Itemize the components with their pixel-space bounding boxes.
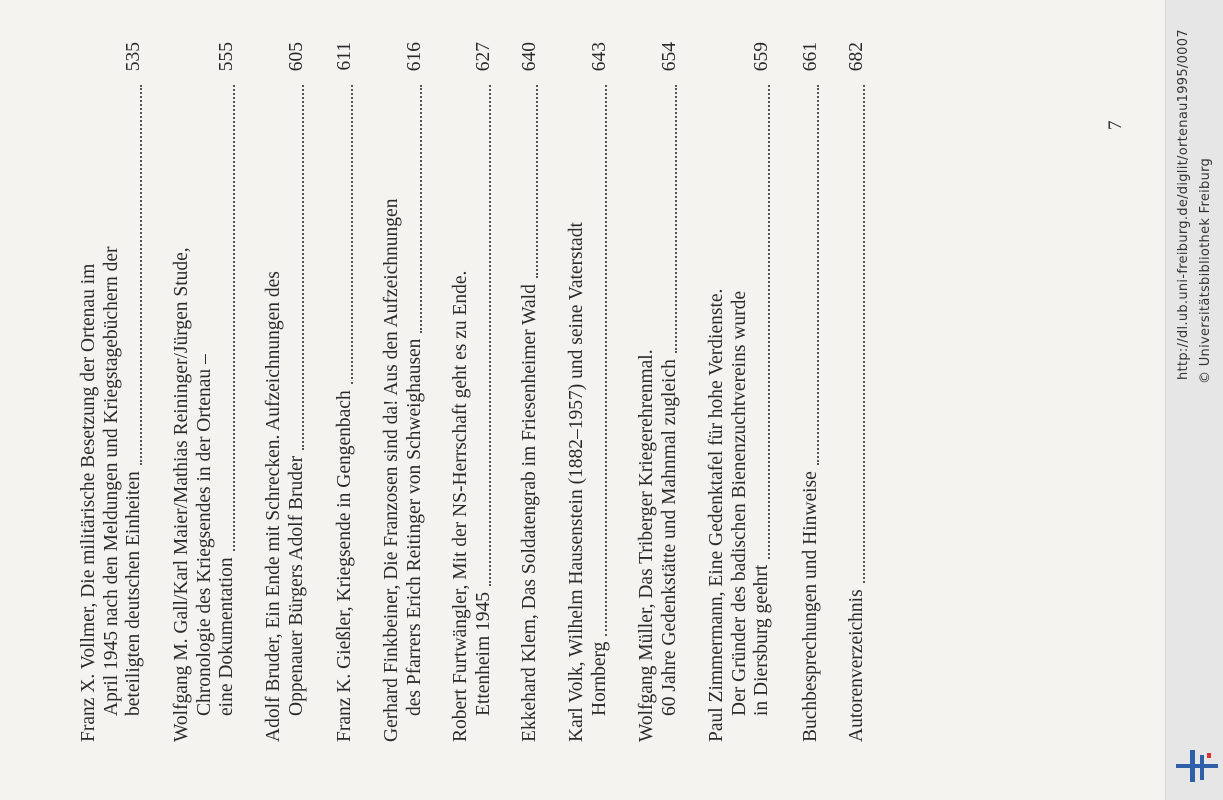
toc-entry[interactable]	[171, 42, 239, 742]
leader-dots	[126, 85, 142, 465]
ub-freiburg-logo-icon	[1176, 750, 1218, 782]
toc-entry-line: Buchbesprechungen und Hinweise	[800, 471, 821, 742]
toc-entry-line: eine Dokumentation	[216, 557, 237, 716]
toc-entry-line: Autorenverzeichnis	[846, 589, 867, 742]
page-number: 535	[123, 42, 144, 72]
toc-entry-line: Adolf Bruder, Ein Ende mit Schrecken. Aufzeichnungen des	[263, 271, 284, 742]
page-number: 640	[519, 42, 540, 72]
copyright-notice: © Universitätsbibliothek Freiburg	[1198, 157, 1213, 384]
page-number: 661	[800, 42, 821, 72]
page-folio: 7	[1105, 120, 1126, 130]
toc-entry-line: Hornberg	[588, 641, 610, 716]
toc-entry-line: in Diersburg geehrt	[751, 564, 772, 716]
toc-entry-line: April 1945 nach den Meldungen und Kriegstagebüchern der	[100, 246, 122, 716]
toc-entry[interactable]	[706, 42, 774, 742]
leader-dots	[475, 85, 491, 586]
page-number: 605	[285, 42, 307, 72]
toc-entry-line: Oppenauer Bürgers Adolf Bruder	[285, 455, 307, 716]
toc-entry[interactable]	[800, 42, 823, 742]
toc-entry-line: Ekkehard Klem, Das Soldatengrab im Friesenheimer Wald	[519, 284, 540, 742]
page-number: 643	[588, 42, 610, 72]
toc-entry-line: Wolfgang Müller, Das Triberger Kriegerehrenmal.	[636, 349, 657, 742]
toc-entry-line: Wolfgang M. Gall/Karl Maier/Mathias Reininger/Jürgen Stude,	[171, 247, 192, 742]
page-number: 555	[216, 42, 237, 72]
toc-entry-line: beteiligten deutschen Einheiten	[123, 471, 144, 716]
page-number: 627	[472, 42, 494, 72]
leader-dots	[522, 85, 538, 278]
leader-dots	[661, 85, 677, 353]
toc-entry[interactable]	[450, 42, 495, 742]
toc-entry[interactable]	[78, 42, 146, 742]
leader-dots	[803, 85, 819, 465]
page-number: 611	[334, 42, 355, 71]
toc-entry-line: Gerhard Finkbeiner, Die Franzosen sind da! Aus den Aufzeichnungen	[381, 198, 402, 742]
toc-entry-line: des Pfarrers Erich Reitinger von Schweighausen	[403, 338, 425, 716]
toc-entry-line: Paul Zimmermann, Eine Gedenktafel für hohe Verdienste.	[706, 288, 727, 742]
toc-entry-line: 60 Jahre Gedenkstätte und Mahnmal zugleich	[658, 359, 680, 716]
toc-entry-line: Franz K. Gießler, Kriegsende in Gengenbach	[334, 390, 355, 742]
page-number: 616	[403, 42, 425, 72]
toc-entry[interactable]	[334, 42, 357, 742]
toc-entry-line: Chronologie des Kriegsendes in der Ortenau –	[193, 354, 215, 716]
page-number: 682	[846, 42, 867, 72]
viewer-footer-strip	[1165, 0, 1223, 800]
toc-entry-line: Ettenheim 1945	[472, 591, 494, 716]
toc-entry-line: Robert Furtwängler, Mit der NS-Herrschaft geht es zu Ende.	[450, 270, 471, 742]
page-number: 659	[751, 42, 772, 72]
leader-dots	[406, 85, 422, 333]
leader-dots	[337, 85, 353, 384]
toc-entry-line: Der Gründer des badischen Bienenzuchtvereins wurde	[728, 290, 750, 716]
toc-entry-line: Karl Volk, Wilhelm Hausenstein (1882–1957) und seine Vaterstadt	[566, 222, 587, 742]
source-url-link[interactable]: http://dl.ub.uni-freiburg.de/diglit/ortenau1995/0007	[1176, 29, 1191, 380]
leader-dots	[288, 85, 304, 450]
toc-entry[interactable]	[263, 42, 308, 742]
toc-entry[interactable]	[636, 42, 681, 742]
leader-dots	[849, 85, 865, 583]
toc-entry[interactable]	[519, 42, 542, 742]
toc-entry[interactable]	[566, 42, 611, 742]
toc-entry-line: Franz X. Vollmer, Die militärische Besetzung der Ortenau im	[78, 263, 99, 742]
leader-dots	[219, 85, 235, 551]
leader-dots	[591, 85, 607, 636]
toc-entry[interactable]	[846, 42, 869, 742]
toc-entry[interactable]	[381, 42, 426, 742]
page-number: 654	[658, 42, 680, 72]
leader-dots	[754, 85, 770, 559]
